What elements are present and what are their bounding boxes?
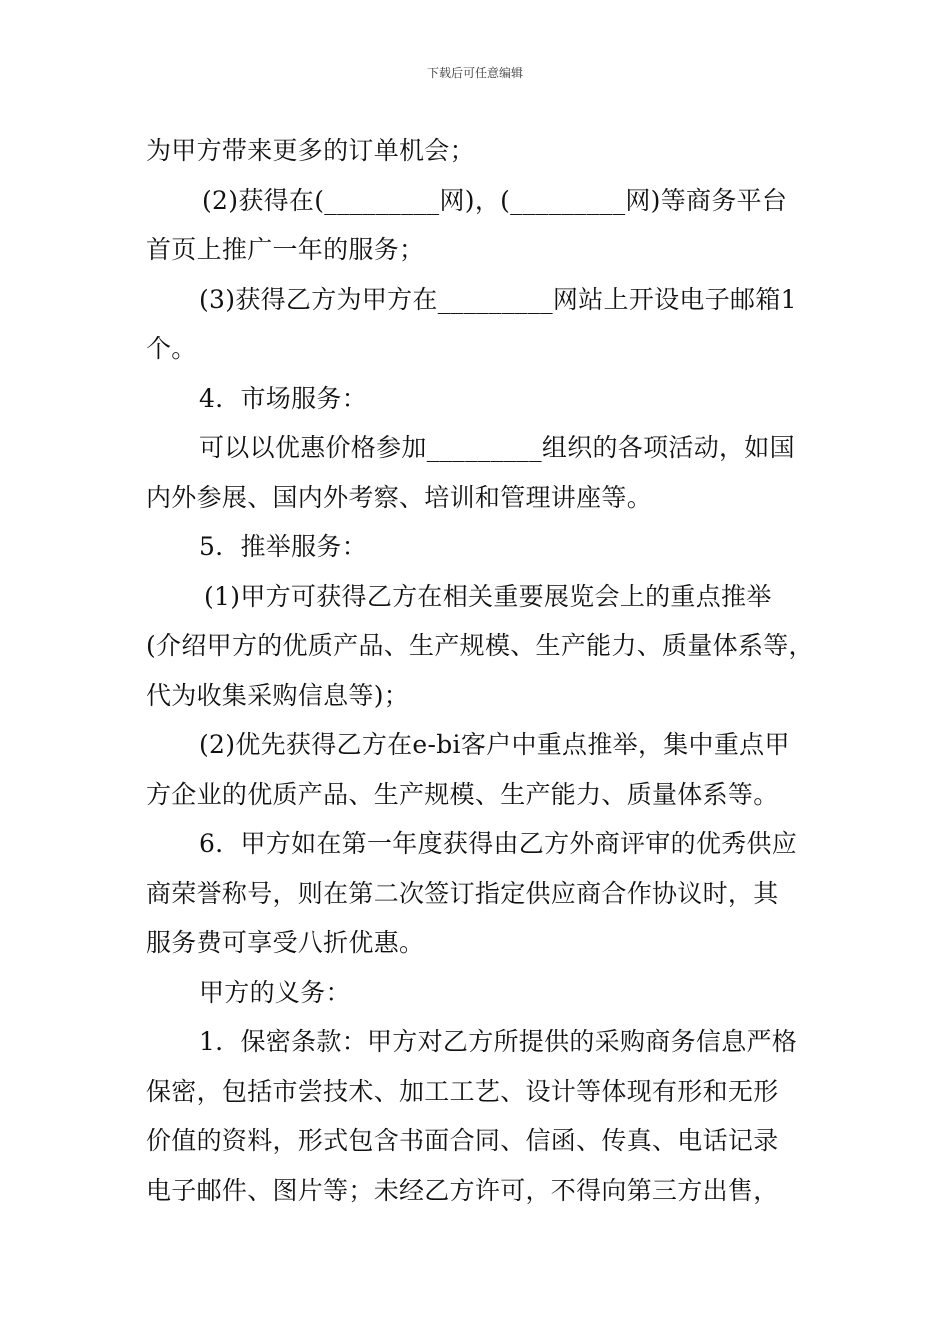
text-line: 保密，包括市尝技术、加工工艺、设计等体现有形和无形 [146,1076,779,1106]
section-heading: 4．市场服务： [199,383,368,413]
text-line: 为甲方带来更多的订单机会； [146,136,475,165]
text-line: 个。 [146,334,197,363]
text-line: (1)甲方可获得乙方在相关重要展览会上的重点推举 [204,581,772,611]
text-line: 代为收集采购信息等)； [146,680,410,710]
text-line: (介绍甲方的优质产品、生产规模、生产能力、质量体系等， [146,631,814,660]
text-line: (2)获得在(_________网)，(_________网)等商务平台 [202,185,788,215]
text-line: 价值的资料，形式包含书面合同、信函、传真、电话记录 [146,1126,779,1155]
text-line: 电子邮件、图片等；未经乙方许可，不得向第三方出售， [146,1175,779,1205]
text-line: 商荣誉称号，则在第二次签订指定供应商合作协议时，其 [146,878,779,908]
text-line: (3)获得乙方为甲方在_________网站上开设电子邮箱1 [199,284,797,314]
section-heading: 5．推举服务： [199,532,368,561]
page-header: 下载后可任意编辑 [426,66,523,80]
text-line: 服务费可享受八折优惠。 [146,928,425,957]
text-line: 1．保密条款：甲方对乙方所提供的采购商务信息严格 [199,1027,798,1056]
text-line: (2)优先获得乙方在e-bi客户中重点推举，集中重点甲 [199,730,790,759]
text-line: 内外参展、国内外考察、培训和管理讲座等。 [146,482,653,512]
text-line: 6．甲方如在第一年度获得由乙方外商评审的优秀供应 [199,829,798,858]
section-heading: 甲方的义务： [199,977,351,1007]
document-body [146,126,816,1215]
text-line: 方企业的优质产品、生产规模、生产能力、质量体系等。 [146,779,779,809]
text-line: 首页上推广一年的服务； [146,235,425,264]
text-line: 可以以优惠价格参加_________组织的各项活动，如国 [199,433,795,462]
